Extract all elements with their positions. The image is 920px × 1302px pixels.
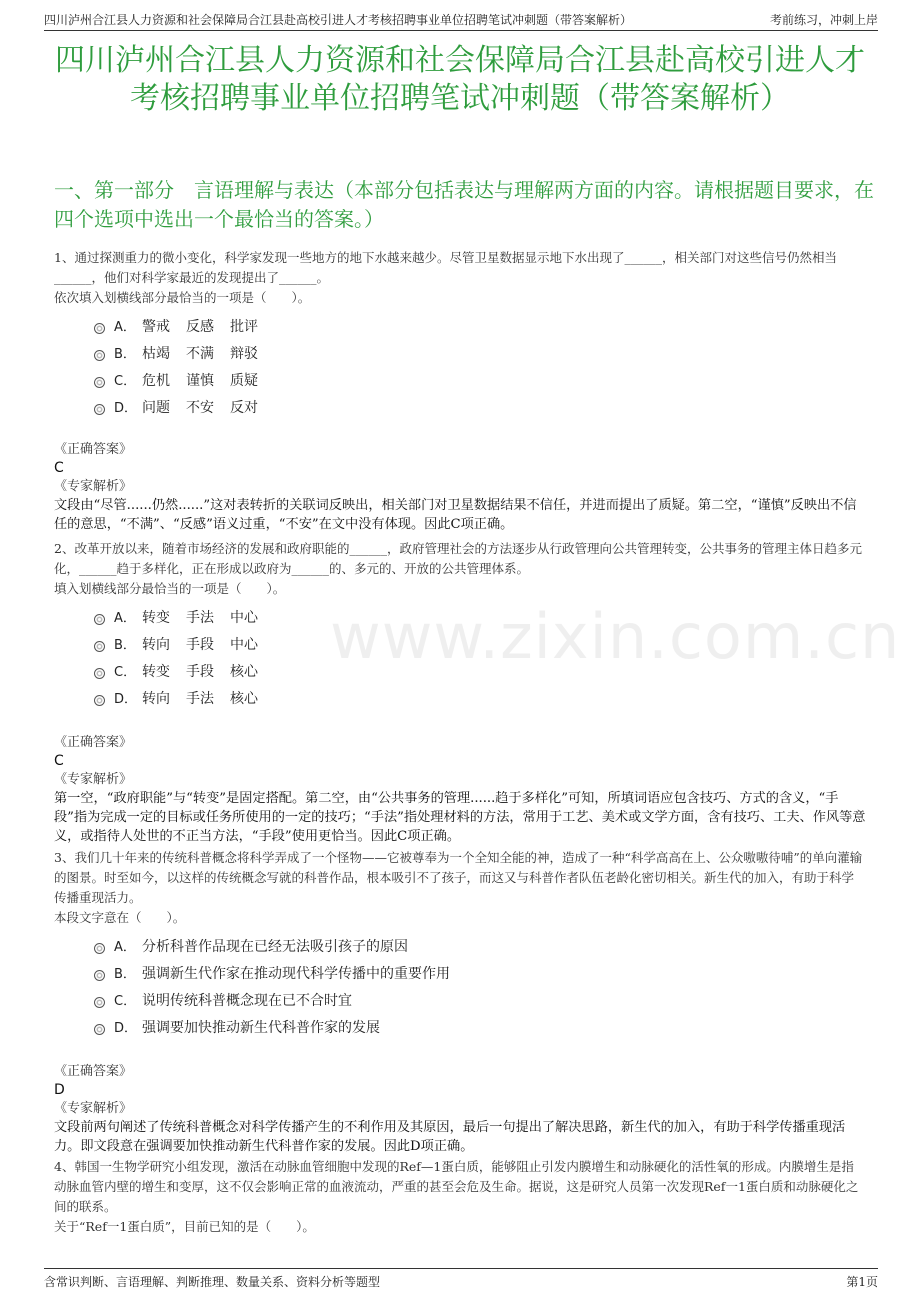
question-4: [54, 1157, 866, 1237]
option-b[interactable]: B． 强调新生代作家在推动现代科学传播中的重要作用: [54, 961, 866, 988]
radio-icon[interactable]: [94, 614, 105, 625]
radio-icon[interactable]: [94, 404, 105, 415]
analysis-label: 《专家解析》: [54, 1101, 133, 1116]
header-doc-title: 四川泸州合江县人力资源和社会保障局合江县赴高校引进人才考核招聘事业单位招聘笔试冲刺题（带答案解析）: [44, 13, 633, 27]
option-d[interactable]: D． 转向 手法 核心: [54, 686, 866, 713]
answer-label: 《正确答案》: [54, 735, 133, 750]
answer-value: C: [54, 460, 64, 476]
section-heading: 一、第一部分 言语理解与表达（本部分包括表达与理解两方面的内容。请根据题目要求，在四个选项中选出一个最恰当的答案。）: [54, 178, 874, 231]
analysis-text: 第一空，“政府职能”与“转变”是固定搭配。第二空，由“公共事务的管理......趋于多样化”可知，所填词语应包含技巧、方式的含义，“手段”指为完成一定的目标或任务所使用的一定的技巧；“手法”指处理材料的方法，常用于工艺、美术或文学方面，含有技巧、工夫、作风等意义，或指待人处世的不正当方法，“手段”使用更恰当。因此C项正确。: [54, 791, 866, 844]
page-header: [44, 12, 878, 31]
page-title-line-1: 四川泸州合江县人力资源和社会保障局合江县赴高校引进人才: [55, 43, 865, 78]
radio-icon[interactable]: [94, 350, 105, 361]
page-title-line-2: 考核招聘事业单位招聘笔试冲刺题（带答案解析）: [130, 81, 790, 116]
radio-icon[interactable]: [94, 323, 105, 334]
option-a[interactable]: A． 转变 手法 中心: [54, 605, 866, 632]
option-b[interactable]: B． 转向 手段 中心: [54, 632, 866, 659]
question-prompt: 关于“Ref一1蛋白质”，目前已知的是（ ）。: [54, 1219, 315, 1234]
answer-value: C: [54, 753, 64, 769]
question-prompt: 本段文字意在（ ）。: [54, 910, 186, 925]
option-a[interactable]: A． 警戒 反感 批评: [54, 314, 866, 341]
answer-value: D: [54, 1082, 65, 1098]
page-footer: [44, 1268, 878, 1289]
option-c[interactable]: C． 说明传统科普概念现在已不合时宜: [54, 988, 866, 1015]
question-prompt: 依次填入划横线部分最恰当的一项是（ ）。: [54, 290, 311, 305]
analysis-label: 《专家解析》: [54, 479, 133, 494]
radio-icon[interactable]: [94, 377, 105, 388]
radio-icon[interactable]: [94, 695, 105, 706]
question-3: [54, 848, 866, 1156]
radio-icon[interactable]: [94, 943, 105, 954]
page-number: 第1页: [846, 1275, 878, 1289]
option-d[interactable]: D． 问题 不安 反对: [54, 395, 866, 422]
question-2: [54, 539, 866, 846]
answer-label: 《正确答案》: [54, 442, 133, 457]
analysis-text: 文段前两句阐述了传统科普概念对科学传播产生的不利作用及其原因，最后一句提出了解决思路，新生代的加入，有助于科学传播重现活力。即文段意在强调要加快推动新生代科普作家的发展。因此D项正确。: [54, 1120, 846, 1154]
radio-icon[interactable]: [94, 1024, 105, 1035]
footer-topics: 含常识判断、言语理解、判断推理、数量关系、资料分析等题型: [44, 1275, 381, 1289]
option-c[interactable]: C． 转变 手段 核心: [54, 659, 866, 686]
option-d[interactable]: D． 强调要加快推动新生代科普作家的发展: [54, 1015, 866, 1042]
question-stem: 1、通过探测重力的微小变化，科学家发现一些地方的地下水越来越少。尽管卫星数据显示地下水出现了______，相关部门对这些信号仍然相当______，他们对科学家最近的发现提出了______。: [54, 250, 837, 285]
radio-icon[interactable]: [94, 641, 105, 652]
page-title: [40, 42, 880, 118]
radio-icon[interactable]: [94, 668, 105, 679]
radio-icon[interactable]: [94, 970, 105, 981]
analysis-label: 《专家解析》: [54, 772, 133, 787]
option-b[interactable]: B． 枯竭 不满 辩驳: [54, 341, 866, 368]
question-stem: 4、韩国一生物学研究小组发现，激活在动脉血管细胞中发现的Ref—1蛋白质，能够阻止引发内膜增生和动脉硬化的活性氧的形成。内膜增生是指动脉血管内壁的增生和变厚，这不仅会影响正常的血液流动，严重的甚至会危及生命。据说，这是研究人员第一次发现Ref一1蛋白质和动脉硬化之间的联系。: [54, 1159, 859, 1214]
analysis-text: 文段由“尽管......仍然......”这对表转折的关联词反映出，相关部门对卫星数据结果不信任，并进而提出了质疑。第二空，“谨慎”反映出不信任的意思，“不满”、“反感”语义过重，“不安”在文中没有体现。因此C项正确。: [54, 498, 857, 532]
option-list: [54, 605, 866, 713]
option-c[interactable]: C． 危机 谨慎 质疑: [54, 368, 866, 395]
option-list: [54, 934, 866, 1042]
question-prompt: 填入划横线部分最恰当的一项是（ ）。: [54, 581, 286, 596]
option-list: [54, 314, 866, 422]
question-stem: 3、我们几十年来的传统科普概念将科学弄成了一个怪物——它被尊奉为一个全知全能的神，造成了一种“科学高高在上、公众嗷嗷待哺”的单向灌输的图景。时至如今，以这样的传统概念写就的科普作品，根本吸引不了孩子，而这又与科普作者队伍老龄化密切相关。新生代的加入，有助于科学传播重现活力。: [54, 850, 863, 905]
option-a[interactable]: A． 分析科普作品现在已经无法吸引孩子的原因: [54, 934, 866, 961]
radio-icon[interactable]: [94, 997, 105, 1008]
watermark: www.zixin.com.cn: [330, 600, 901, 673]
question-1: [54, 248, 866, 534]
header-slogan: 考前练习，冲刺上岸: [769, 13, 878, 27]
answer-label: 《正确答案》: [54, 1064, 133, 1079]
question-stem: 2、改革开放以来，随着市场经济的发展和政府职能的______，政府管理社会的方法逐步从行政管理向公共管理转变，公共事务的管理主体日趋多元化，______趋于多样化，正在形成以政府为______的、多元的、开放的公共管理体系。: [54, 541, 862, 576]
